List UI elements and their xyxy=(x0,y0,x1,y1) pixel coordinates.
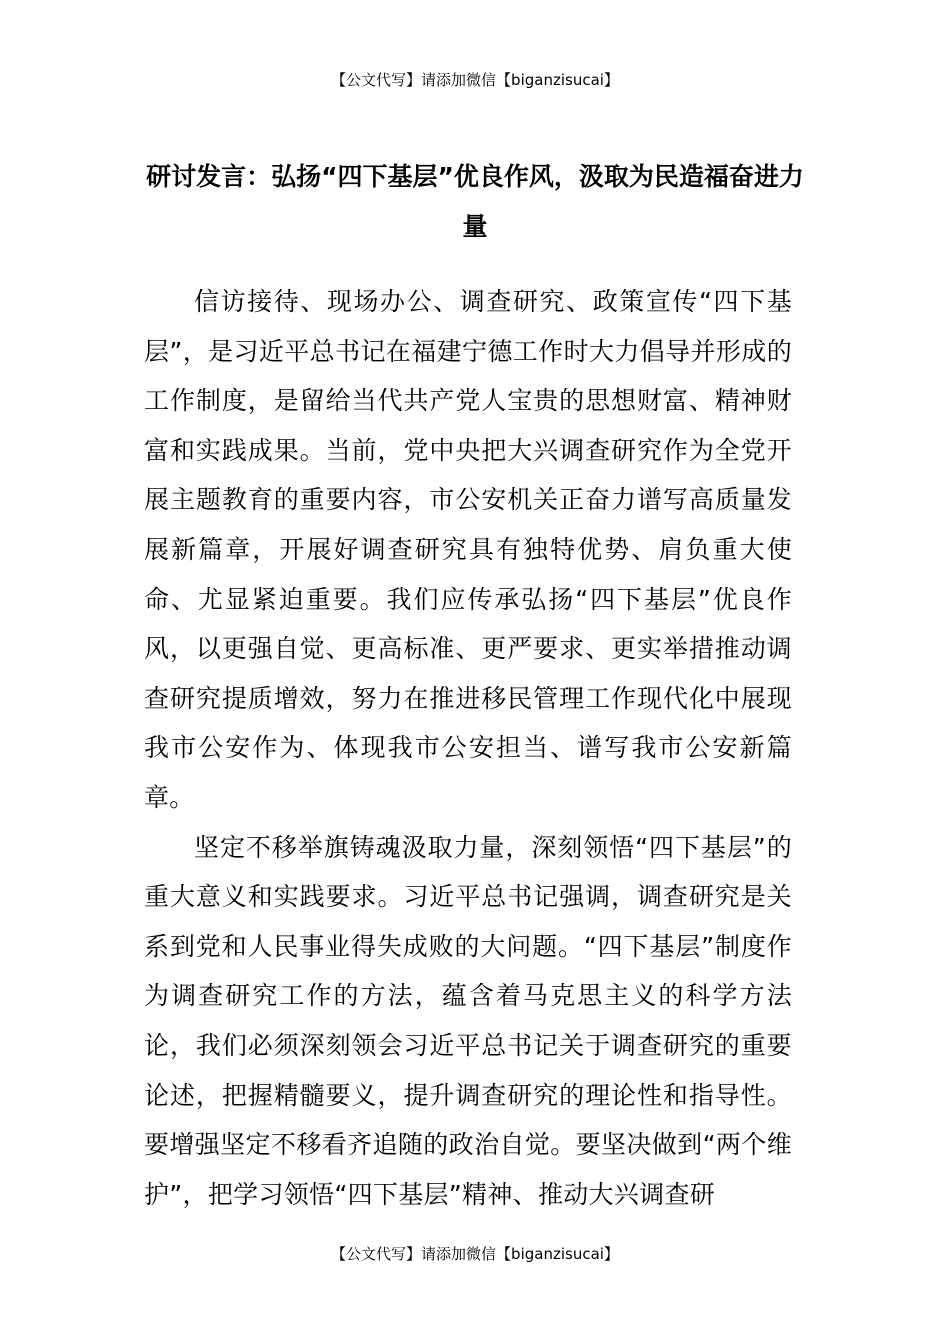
document-title: 研讨发言：弘扬“四下基层”优良作风，汲取为民造福奋进力量 xyxy=(146,162,804,241)
paragraph: 信访接待、现场办公、调查研究、政策宣传“四下基层”，是习近平总书记在福建宁德工作时大力倡导并形成的工作制度，是留给当代共产党人宝贵的思想财富、精神财富和实践成果。当前，党中央把大兴调查研究作为全党开展主题教育的重要内容，市公安机关正奋力谱写高质量发展新篇章，开展好调查研究具有独特优势、肩负重大使命、尤显紧迫重要。我们应传承弘扬“四下基层”优良作风，以更强自觉、更高标准、更严要求、更实举措推动调查研究提质增效，努力在推进移民管理工作现代化中展现我市公安作为、体现我市公安担当、谱写我市公安新篇章。 xyxy=(144,287,792,812)
header-note: 【公文代写】请添加微信【biganzisucai】 xyxy=(331,71,619,89)
document-body xyxy=(144,277,792,1219)
footer-note: 【公文代写】请添加微信【biganzisucai】 xyxy=(331,1245,619,1263)
paragraph: 坚定不移举旗铸魂汲取力量，深刻领悟“四下基层”的重大意义和实践要求。习近平总书记强调，调查研究是关系到党和人民事业得失成败的大问题。“四下基层”制度作为调查研究工作的方法，蕴含着马克思主义的科学方法论，我们必须深刻领会习近平总书记关于调查研究的重要论述，把握精髓要义，提升调查研究的理论性和指导性。要增强坚定不移看齐追随的政治自觉。要坚决做到“两个维护”，把学习领悟“四下基层”精神、推动大兴调查研 xyxy=(144,832,792,1209)
